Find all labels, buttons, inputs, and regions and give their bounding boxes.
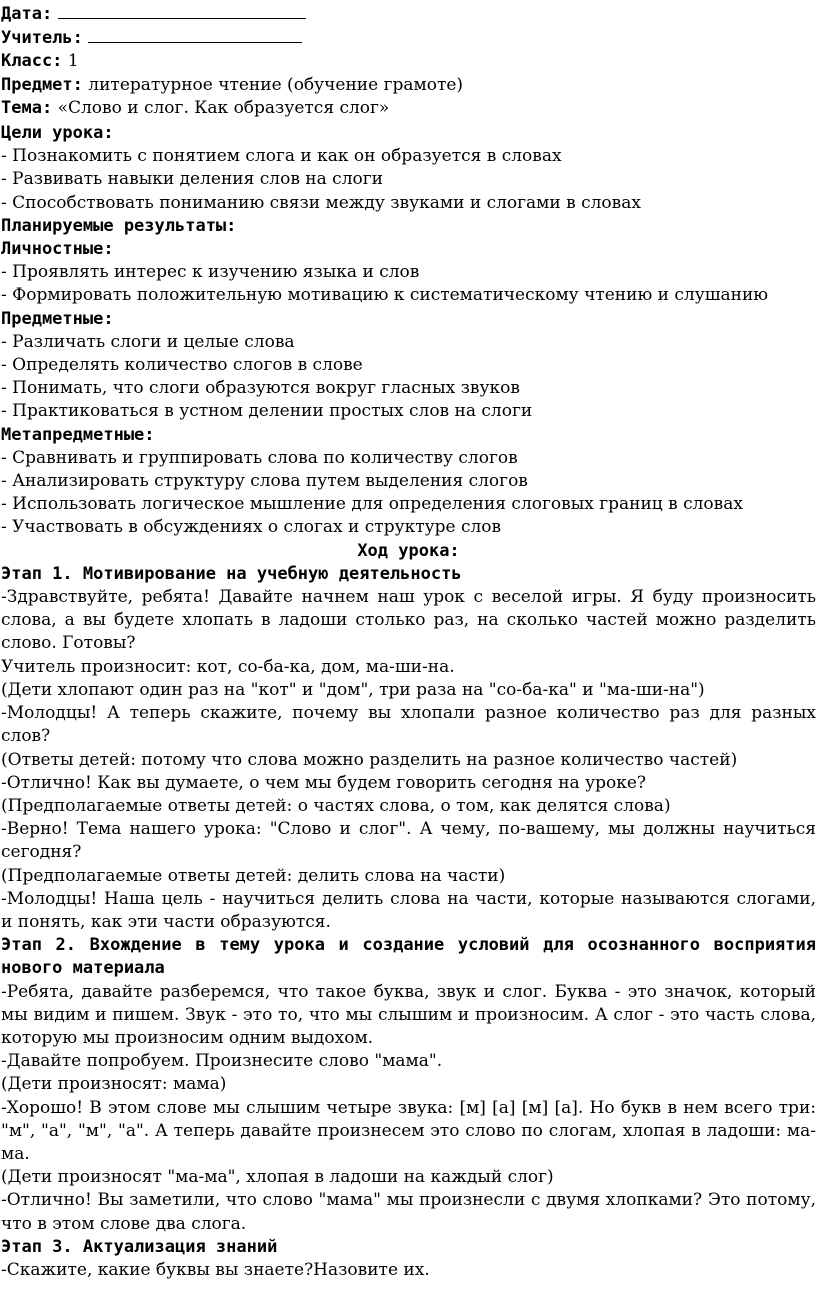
meta-result-item: - Сравнивать и группировать слова по количеству слогов [1, 447, 518, 468]
subject-result-item: - Определять количество слогов в слове [1, 355, 363, 376]
stage1-paragraph: -Здравствуйте, ребята! Давайте начнем наш урок с веселой игры. Я буду произносить слова, а вы будете хлопать в ладоши столько раз, на сколько частей можно разделить слово. Готовы? [1, 587, 816, 654]
goal-item: - Способствовать пониманию связи между звуками и слогами в словах [1, 192, 641, 213]
stage1-paragraph: -Отлично! Как вы думаете, о чем мы будем говорить сегодня на уроке? [1, 772, 647, 793]
topic-line [1, 97, 816, 120]
teacher-line [1, 26, 816, 50]
teacher-blank[interactable] [88, 26, 302, 43]
topic-label: Тема: [1, 97, 53, 118]
stage1-title: Этап 1. Мотивирование на учебную деятельность [1, 563, 462, 584]
date-blank[interactable] [58, 2, 306, 19]
goal-item: - Познакомить с понятием слога и как он образуется в словах [1, 146, 562, 167]
stage2-paragraph: -Ребята, давайте разберемся, что такое буква, звук и слог. Буква - это значок, который мы видим и пишем. Звук - это то, что мы слышим и произносим. А слог - это часть слова, которую мы произносим одним выдохом. [1, 981, 816, 1048]
stage1-paragraph: (Ответы детей: потому что слова можно разделить на разное количество частей) [1, 749, 738, 770]
goals-title: Цели урока: [1, 123, 114, 144]
subject-result-item: - Понимать, что слоги образуются вокруг гласных звуков [1, 378, 520, 399]
stage2-paragraph: -Хорошо! В этом слове мы слышим четыре звука: [м] [а] [м] [а]. Но букв в нем всего три: "м", "а", "м", "а". А теперь давайте произнесем это слово по слогам, хлопая в ладоши: ма-ма. [1, 1097, 816, 1164]
stage3-paragraph: -Скажите, какие буквы вы знаете?Назовите их. [1, 1259, 430, 1280]
stage2-title: Этап 2. Вхождение в тему урока и создание условий для осознанного восприятия нового материала [1, 935, 816, 979]
subject-value: литературное чтение (обучение грамоте) [88, 74, 464, 95]
stage1-paragraph: (Дети хлопают один раз на "кот" и "дом", три раза на "со-ба-ка" и "ма-ши-на") [1, 679, 705, 700]
stage2-paragraph: -Отлично! Вы заметили, что слово "мама" мы произнесли с двумя хлопками? Это потому, что в этом слове два слога. [1, 1190, 816, 1234]
meta-result-item: - Анализировать структуру слова путем выделения слогов [1, 471, 528, 492]
class-line [1, 50, 816, 73]
date-label: Дата: [1, 4, 53, 24]
stage1-paragraph: (Предполагаемые ответы детей: делить слова на части) [1, 865, 506, 886]
stage2-paragraph: (Дети произносят: мама) [1, 1074, 227, 1095]
subject-line [1, 74, 816, 97]
stage1-paragraph: Учитель произносит: кот, со-ба-ка, дом, ма-ши-на. [1, 656, 455, 677]
personal-result-item: - Формировать положительную мотивацию к систематическому чтению и слушанию [1, 285, 769, 306]
topic-value: «Слово и слог. Как образуется слог» [57, 97, 390, 118]
subject-label: Предмет: [1, 74, 83, 95]
stage3-title: Этап 3. Актуализация знаний [1, 1236, 278, 1257]
meta-result-item: - Участвовать в обсуждениях о слогах и структуре слов [1, 517, 502, 538]
stage2-paragraph: -Давайте попробуем. Произнесите слово "мама". [1, 1051, 443, 1072]
subject-results-title: Предметные: [1, 308, 114, 329]
results-title: Планируемые результаты: [1, 215, 237, 236]
goal-item: - Развивать навыки деления слов на слоги [1, 169, 383, 190]
stage1-paragraph: -Молодцы! Наша цель - научиться делить слова на части, которые называются слогами, и понять, как эти части образуются. [1, 888, 816, 932]
stage1-paragraph: -Молодцы! А теперь скажите, почему вы хлопали разное количество раз для разных слов? [1, 703, 816, 747]
stage1-paragraph: (Предполагаемые ответы детей: о частях слова, о том, как делятся слова) [1, 795, 671, 816]
personal-results-title: Личностные: [1, 239, 114, 260]
subject-result-item: - Различать слоги и целые слова [1, 331, 295, 352]
stage2-paragraph: (Дети произносят "ма-ма", хлопая в ладоши на каждый слог) [1, 1167, 554, 1188]
meta-result-item: - Использовать логическое мышление для определения слоговых границ в словах [1, 494, 743, 515]
personal-result-item: - Проявлять интерес к изучению языка и слов [1, 262, 420, 283]
lesson-title: Ход урока: [357, 540, 460, 561]
meta-results-title: Метапредметные: [1, 424, 155, 445]
class-label: Класс: [1, 51, 63, 72]
class-value: 1 [67, 51, 79, 72]
date-line [1, 2, 816, 26]
subject-result-item: - Практиковаться в устном делении простых слов на слоги [1, 401, 533, 422]
teacher-label: Учитель: [1, 28, 83, 49]
stage1-paragraph: -Верно! Тема нашего урока: "Слово и слог". А чему, по-вашему, мы должны научиться сегодня? [1, 819, 816, 863]
